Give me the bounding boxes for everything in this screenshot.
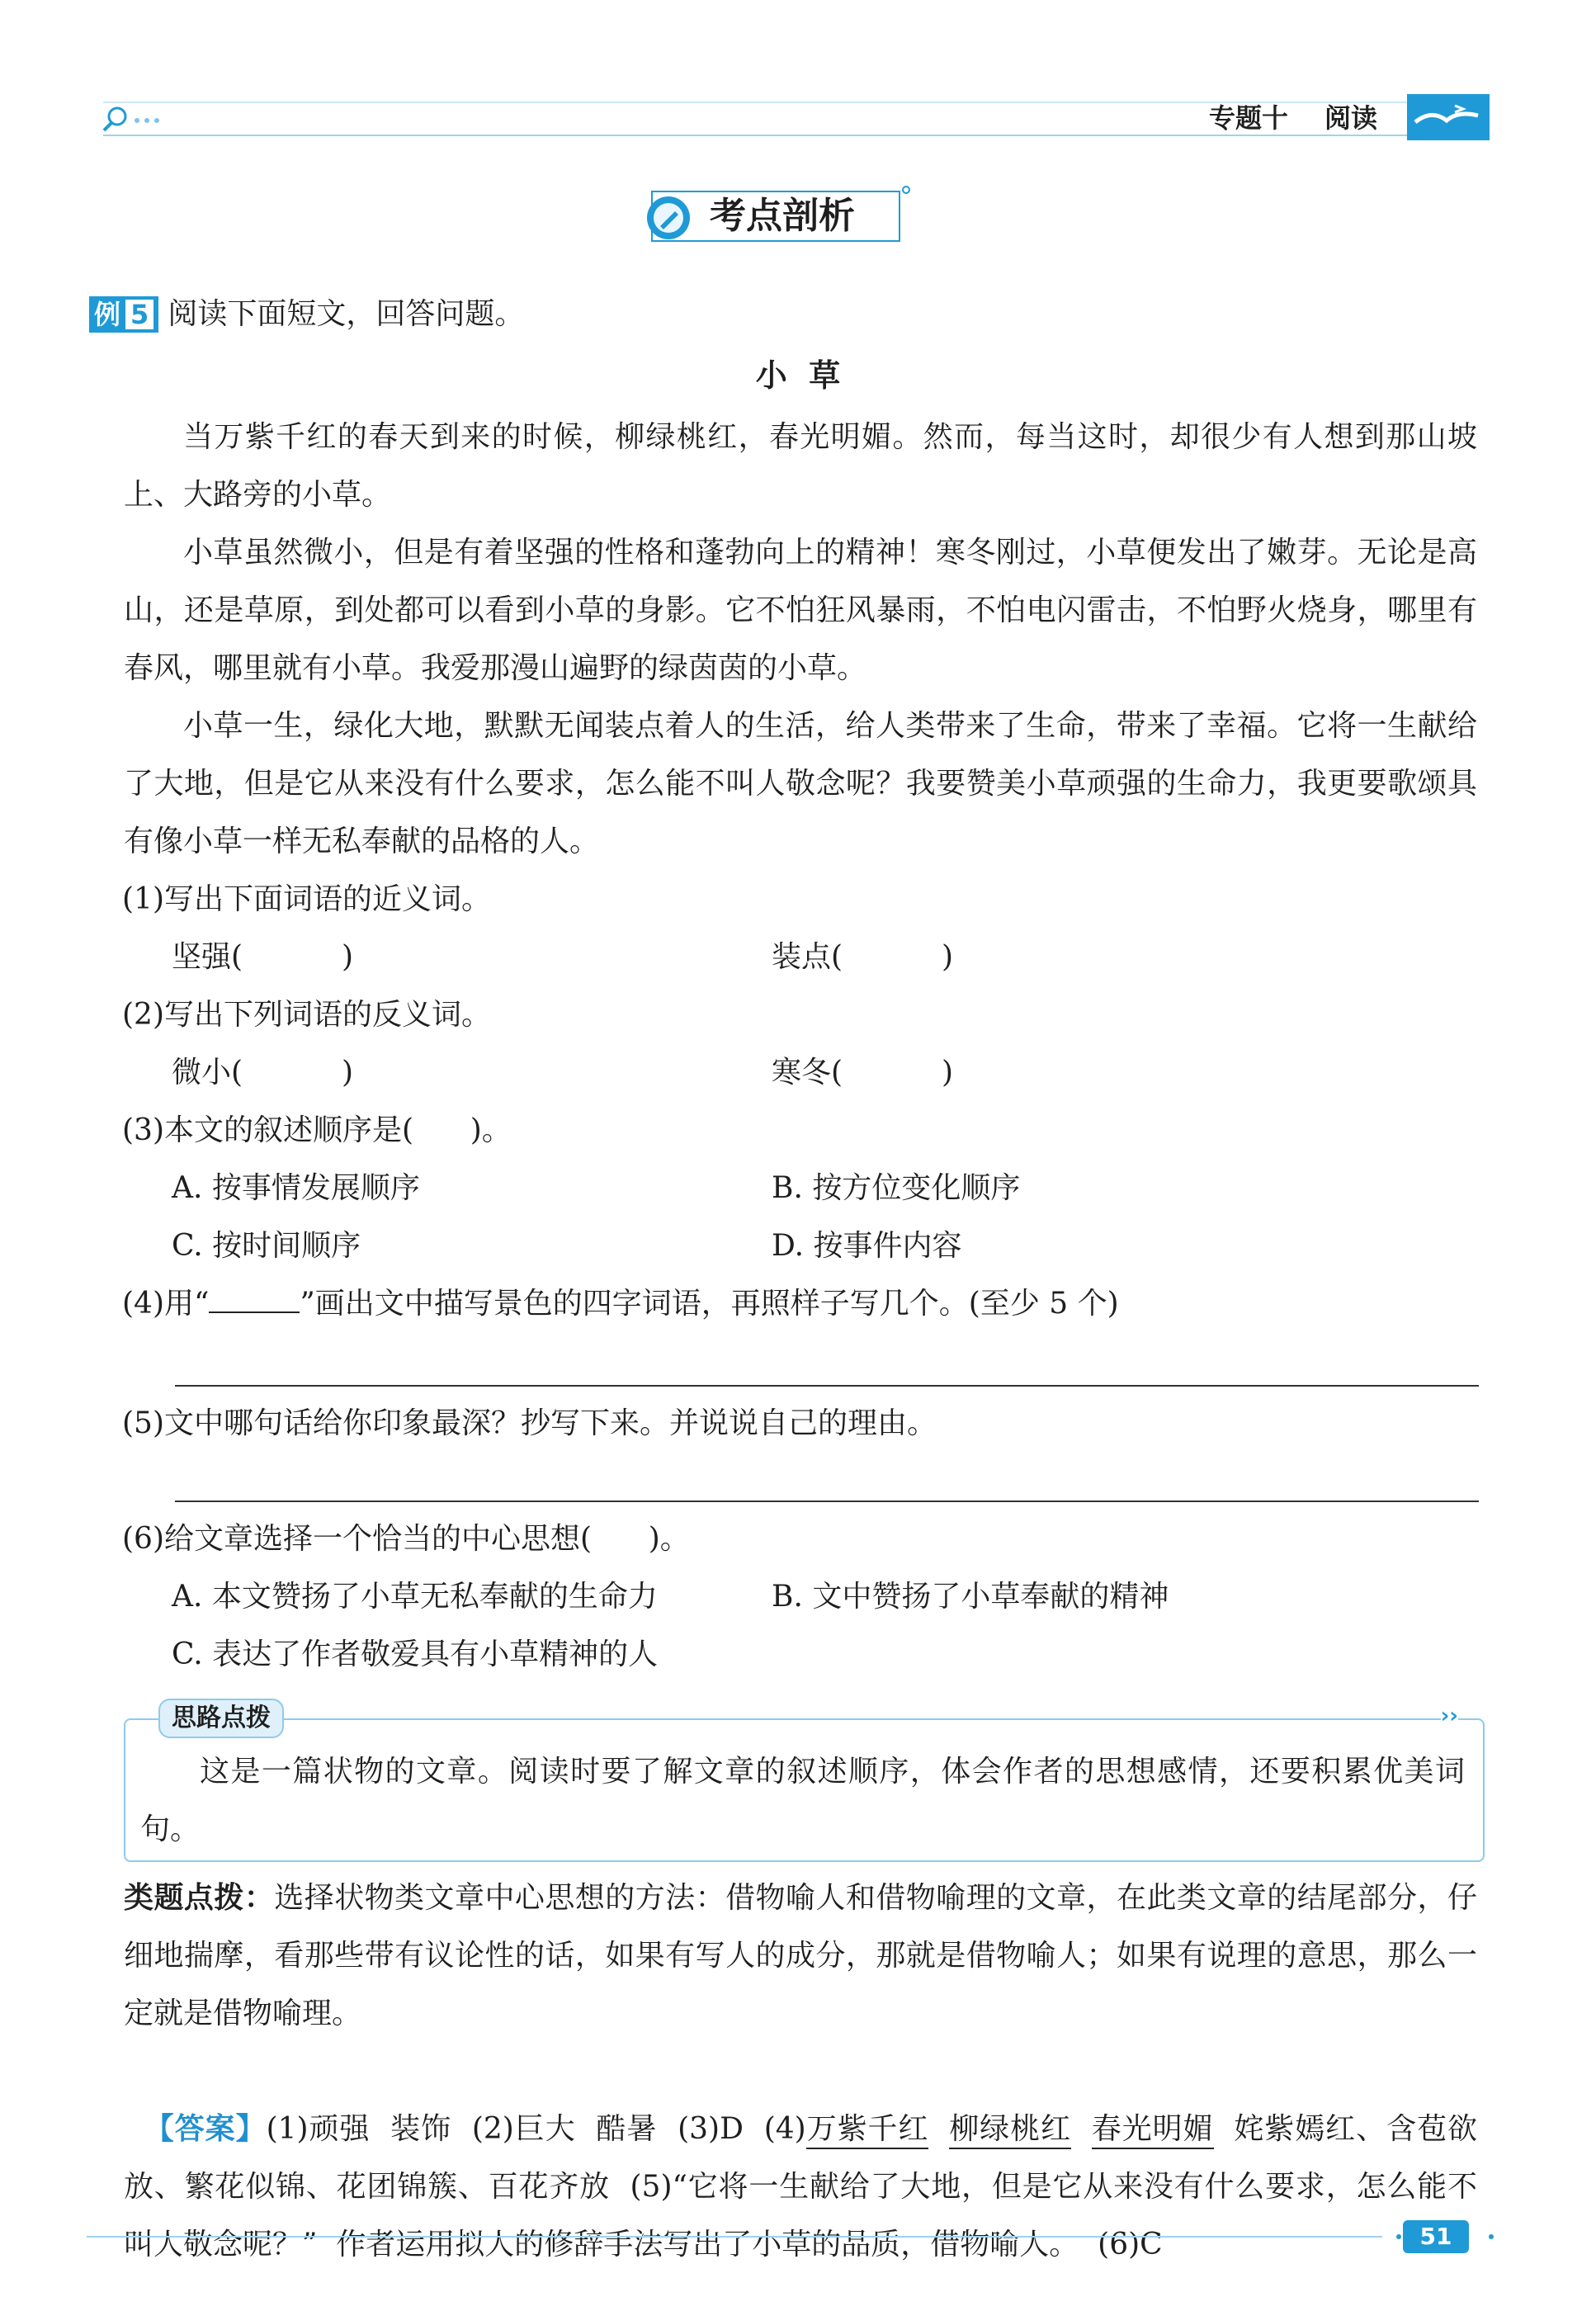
- page-number: 51: [1403, 2220, 1469, 2253]
- example-badge: [89, 296, 158, 333]
- q6-option-b[interactable]: B. 文中赞扬了小草奉献的精神: [772, 1580, 1169, 1614]
- question-4-text: ”画出文中描写景色的四字词语，再照样子写几个。(至少 5 个): [300, 1287, 1119, 1321]
- answer-part-2: 姹紫嫣红、含苞欲放、繁花似锦、花团锦簇、百花齐放 (5)“它将一生献给了大地，但是它从来没有什么要求，怎么能不叫人敬念呢？” 作者运用拟人的修辞手法写出了小草的品质，借物喻人。 (6)C: [124, 2112, 1477, 2261]
- q2-item-b-label: 寒冬(: [772, 1056, 843, 1089]
- example-row: [89, 291, 524, 340]
- q6-option-a[interactable]: A. 本文赞扬了小草无私奉献的生命力: [172, 1580, 658, 1614]
- pencil-badge-icon: [644, 193, 693, 243]
- tip-label: 类题点拨：: [124, 1881, 275, 1915]
- question-3: (3)本文的叙述顺序是( )。: [122, 1113, 512, 1147]
- question-4: [122, 1275, 1119, 1333]
- question-5: (5)文中哪句话给你印象最深？抄写下来。并说说自己的理由。: [122, 1406, 937, 1440]
- q1-item-a-label: 坚强(: [172, 940, 243, 974]
- q5-answer-line[interactable]: [175, 1500, 1479, 1502]
- example-badge-number: 5: [125, 300, 153, 329]
- tip-text: 选择状物类文章中心思想的方法：借物喻人和借物喻理的文章，在此类文章的结尾部分，仔细地揣摩，看那些带有议论性的话，如果有写人的成分，那就是借物喻人；如果有说理的意思，那么一定就是借物喻理。: [124, 1881, 1477, 2030]
- section-title-box: [644, 183, 916, 249]
- hint-text: 这是一篇状物的文章。阅读时要了解文章的叙述顺序，体会作者的思想感情，还要积累优美词句。: [140, 1755, 1465, 1846]
- q3-option-c[interactable]: C. 按时间顺序: [172, 1229, 361, 1263]
- q2-item-a-label: 微小(: [172, 1056, 243, 1089]
- q3-option-b[interactable]: B. 按方位变化顺序: [772, 1171, 1021, 1205]
- hint-label: 思路点拨: [158, 1699, 284, 1738]
- section-title: 考点剖析: [710, 195, 855, 237]
- q2-item-b-close: ): [942, 1056, 954, 1089]
- q3-option-d[interactable]: D. 按事件内容: [772, 1229, 962, 1263]
- answer-label: 【答案】: [144, 2112, 267, 2146]
- answer-underlined-1: 万紫千红: [806, 2112, 929, 2149]
- q1-item-a: [172, 929, 353, 986]
- hint-box: [124, 1704, 1485, 1862]
- article-title: 小 草: [755, 357, 841, 394]
- example-badge-prefix: 例: [94, 299, 121, 330]
- q3-option-a[interactable]: A. 按事情发展顺序: [172, 1171, 420, 1205]
- footer-line: [87, 2228, 1506, 2245]
- question-6: (6)给文章选择一个恰当的中心思想( )。: [122, 1522, 690, 1556]
- article-paragraph-3: 小草一生，绿化大地，默默无闻装点着人的生活，给人类带来了生命，带来了幸福。它将一生献给了大地，但是它从来没有什么要求，怎么能不叫人敬念呢？我要赞美小草顽强的生命力，我更要歌颂具有像小草一样无私奉献的品格的人。: [124, 709, 1477, 858]
- q1-item-b: [772, 929, 953, 986]
- question-1: (1)写出下面词语的近义词。: [122, 882, 491, 916]
- q2-item-b: [772, 1044, 953, 1102]
- q6-option-c[interactable]: C. 表达了作者敬爱具有小草精神的人: [172, 1638, 659, 1671]
- tip-paragraph: [124, 1869, 1477, 2043]
- q4-answer-line[interactable]: [175, 1385, 1479, 1387]
- answer-underlined-3: 春光明媚: [1092, 2112, 1214, 2149]
- q1-item-a-close: ): [342, 940, 354, 974]
- hint-arrows-icon: ››: [1440, 1704, 1458, 1728]
- q1-item-b-close: ): [942, 940, 954, 974]
- q2-item-a-close: ): [342, 1056, 354, 1089]
- question-4-prefix: (4)用“: [122, 1287, 210, 1321]
- header-topic: 专题十: [1209, 102, 1289, 134]
- example-instruction: 阅读下面短文，回答问题。: [168, 297, 525, 331]
- article-paragraph-1: 当万紫千红的春天到来的时候，柳绿桃红，春光明媚。然而，每当这时，却很少有人想到那山坡上、大路旁的小草。: [124, 420, 1477, 512]
- answer-part-1: (1)顽强 装饰 (2)巨大 酷暑 (3)D (4): [266, 2112, 806, 2146]
- bird-logo-icon: [1407, 94, 1490, 140]
- q1-item-b-label: 装点(: [772, 940, 843, 974]
- magnifier-icon: [99, 102, 182, 135]
- q2-item-a: [172, 1044, 353, 1102]
- header-bar: [87, 92, 1498, 142]
- header-section: 阅读: [1324, 102, 1378, 134]
- question-2: (2)写出下列词语的反义词。: [122, 998, 491, 1032]
- article-paragraph-2: 小草虽然微小，但是有着坚强的性格和蓬勃向上的精神！寒冬刚过，小草便发出了嫩芽。无论是高山，还是草原，到处都可以看到小草的身影。它不怕狂风暴雨，不怕电闪雷击，不怕野火烧身，哪里有春风，哪里就有小草。我爱那漫山遍野的绿茵茵的小草。: [124, 536, 1477, 685]
- question-4-underline-sample: [209, 1287, 300, 1313]
- answer-underlined-2: 柳绿桃红: [949, 2112, 1071, 2149]
